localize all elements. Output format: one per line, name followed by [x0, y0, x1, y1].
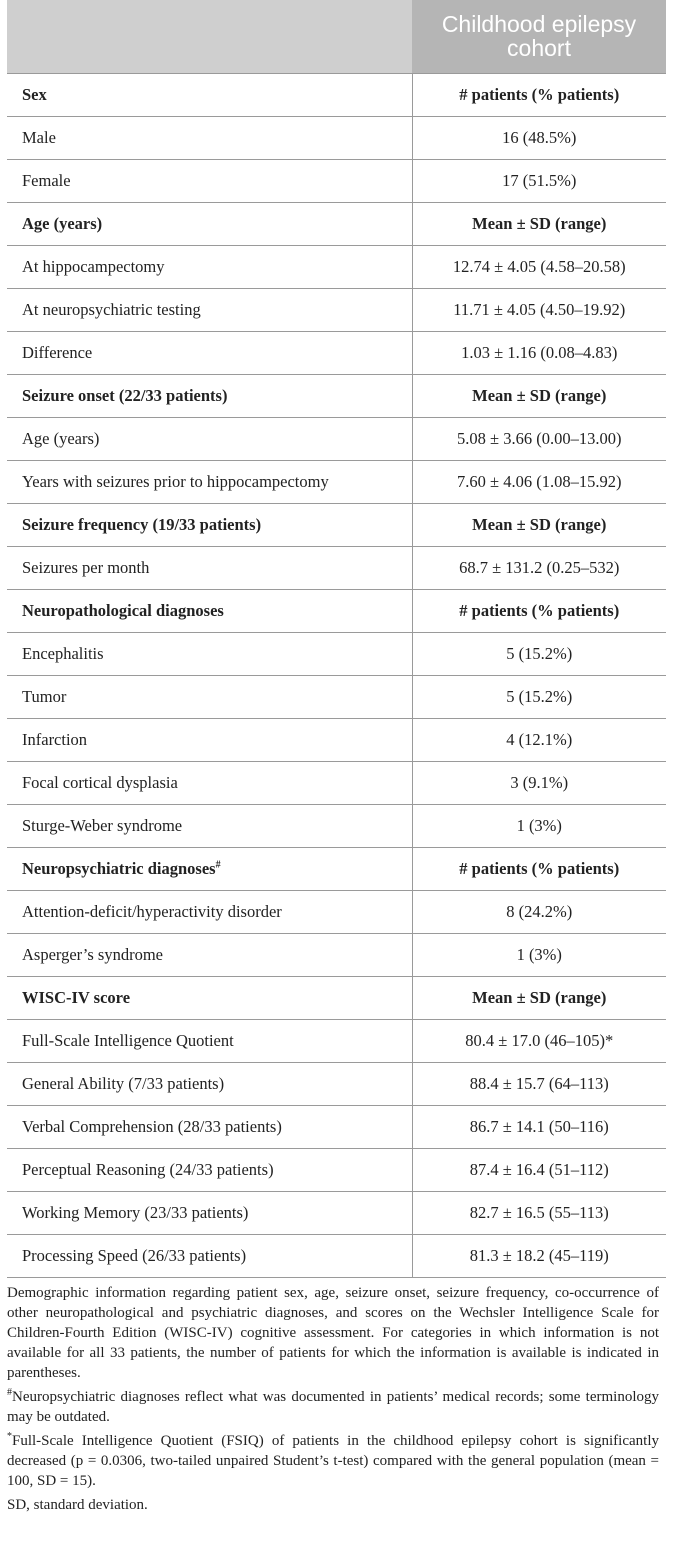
row-value: 12.74 ± 4.05 (4.58–20.58) — [412, 245, 666, 288]
row-value: 86.7 ± 14.1 (50–116) — [412, 1105, 666, 1148]
section-label — [7, 374, 412, 417]
footnote-star-text: Full-Scale Intelligence Quotient (FSIQ) of patients in the childhood epilepsy cohort is significantly decreased (p = 0.0306, two-tailed unpaired Student’s t-test) compared with the general population (mean = 100, SD = 15). — [7, 1433, 659, 1489]
section-header-row — [7, 503, 666, 546]
section-label — [7, 73, 412, 116]
table-header-row — [7, 0, 666, 73]
row-value: 5 (15.2%) — [412, 675, 666, 718]
section-value-header: Mean ± SD (range) — [412, 374, 666, 417]
table-row — [7, 804, 666, 847]
row-label: Female — [7, 159, 412, 202]
table-row — [7, 632, 666, 675]
section-header-row — [7, 976, 666, 1019]
header-empty-cell — [7, 0, 412, 73]
row-label: Focal cortical dysplasia — [7, 761, 412, 804]
section-header-row — [7, 374, 666, 417]
section-label — [7, 847, 412, 890]
section-label-text: Age (years) — [22, 213, 103, 233]
section-label-text: Seizure onset (22/33 patients) — [22, 385, 228, 405]
row-label: Attention-deficit/hyperactivity disorder — [7, 890, 412, 933]
section-label-text: Sex — [22, 84, 47, 104]
row-label: At hippocampectomy — [7, 245, 412, 288]
section-header-row — [7, 73, 666, 116]
footnote-star-mark: * — [7, 1431, 12, 1442]
footnote-sd: SD, standard deviation. — [7, 1497, 148, 1513]
row-label: Male — [7, 116, 412, 159]
section-value-header: # patients (% patients) — [412, 847, 666, 890]
table-row — [7, 1019, 666, 1062]
section-header-row — [7, 847, 666, 890]
row-value: 16 (48.5%) — [412, 116, 666, 159]
section-label — [7, 589, 412, 632]
row-value: 81.3 ± 18.2 (45–119) — [412, 1234, 666, 1277]
row-value: 87.4 ± 16.4 (51–112) — [412, 1148, 666, 1191]
row-label: Infarction — [7, 718, 412, 761]
row-label: Verbal Comprehension (28/33 patients) — [7, 1105, 412, 1148]
row-label: Seizures per month — [7, 546, 412, 589]
row-value: 68.7 ± 131.2 (0.25–532) — [412, 546, 666, 589]
section-label-text: Neuropathological diagnoses — [22, 600, 224, 620]
row-label: At neuropsychiatric testing — [7, 288, 412, 331]
row-value: 1 (3%) — [412, 933, 666, 976]
section-value-header: Mean ± SD (range) — [412, 503, 666, 546]
row-value: 17 (51.5%) — [412, 159, 666, 202]
row-label: Tumor — [7, 675, 412, 718]
section-value-header: Mean ± SD (range) — [412, 202, 666, 245]
row-value: 11.71 ± 4.05 (4.50–19.92) — [412, 288, 666, 331]
table-row — [7, 1191, 666, 1234]
row-value: 82.7 ± 16.5 (55–113) — [412, 1191, 666, 1234]
section-value-header: # patients (% patients) — [412, 589, 666, 632]
table-row — [7, 1148, 666, 1191]
section-value-header: Mean ± SD (range) — [412, 976, 666, 1019]
table-row — [7, 460, 666, 503]
section-label-text: Seizure frequency (19/33 patients) — [22, 514, 262, 534]
table-row — [7, 1234, 666, 1277]
table-row — [7, 1062, 666, 1105]
footnote-fsiq — [7, 1431, 659, 1491]
section-label-text: Neuropsychiatric diagnoses — [22, 858, 216, 878]
footnote-neuropsychiatric — [7, 1387, 659, 1427]
row-value: 8 (24.2%) — [412, 890, 666, 933]
table-caption: Demographic information regarding patient sex, age, seizure onset, seizure frequency, co-occurrence of other neuropathological and psychiatric diagnoses, and scores on the Wechsler Intelligence Scale for Children-Fourth Edition (WISC-IV) cognitive assessment. For categories in which information is not available for all 33 patients, the number of patients for which the information is available is indicated in parentheses. — [7, 1285, 659, 1381]
row-value: 4 (12.1%) — [412, 718, 666, 761]
table-row — [7, 245, 666, 288]
table-row — [7, 890, 666, 933]
row-value: 5 (15.2%) — [412, 632, 666, 675]
row-label: Processing Speed (26/33 patients) — [7, 1234, 412, 1277]
row-value: 88.4 ± 15.7 (64–113) — [412, 1062, 666, 1105]
row-label: Years with seizures prior to hippocampectomy — [7, 460, 412, 503]
table-row — [7, 718, 666, 761]
demographics-table — [7, 0, 666, 1278]
section-label — [7, 202, 412, 245]
section-footnote-mark: # — [215, 859, 221, 870]
section-value-header: # patients (% patients) — [412, 73, 666, 116]
table-row — [7, 331, 666, 374]
section-label — [7, 503, 412, 546]
table-row — [7, 761, 666, 804]
row-label: Perceptual Reasoning (24/33 patients) — [7, 1148, 412, 1191]
footnote-hash-text: Neuropsychiatric diagnoses reflect what was documented in patients’ medical records; some terminology may be outdated. — [7, 1389, 659, 1425]
row-value: 1.03 ± 1.16 (0.08–4.83) — [412, 331, 666, 374]
row-value: 80.4 ± 17.0 (46–105)* — [412, 1019, 666, 1062]
section-label — [7, 976, 412, 1019]
table-footnotes — [7, 1283, 659, 1519]
row-value: 7.60 ± 4.06 (1.08–15.92) — [412, 460, 666, 503]
row-label: Asperger’s syndrome — [7, 933, 412, 976]
row-label: Full-Scale Intelligence Quotient — [7, 1019, 412, 1062]
row-value: 3 (9.1%) — [412, 761, 666, 804]
table-row — [7, 288, 666, 331]
table-row — [7, 546, 666, 589]
section-header-row — [7, 589, 666, 632]
footnote-hash-mark: # — [7, 1387, 12, 1398]
row-value: 5.08 ± 3.66 (0.00–13.00) — [412, 417, 666, 460]
section-header-row — [7, 202, 666, 245]
row-label: Age (years) — [7, 417, 412, 460]
table-row — [7, 1105, 666, 1148]
row-label: Sturge-Weber syndrome — [7, 804, 412, 847]
section-label-text: WISC-IV score — [22, 987, 131, 1007]
table-row — [7, 675, 666, 718]
row-label: Working Memory (23/33 patients) — [7, 1191, 412, 1234]
row-label: General Ability (7/33 patients) — [7, 1062, 412, 1105]
row-label: Difference — [7, 331, 412, 374]
table-row — [7, 116, 666, 159]
table-row — [7, 417, 666, 460]
row-value: 1 (3%) — [412, 804, 666, 847]
row-label: Encephalitis — [7, 632, 412, 675]
table-row — [7, 933, 666, 976]
table-row — [7, 159, 666, 202]
cohort-column-header: Childhood epilepsy cohort — [412, 0, 666, 73]
